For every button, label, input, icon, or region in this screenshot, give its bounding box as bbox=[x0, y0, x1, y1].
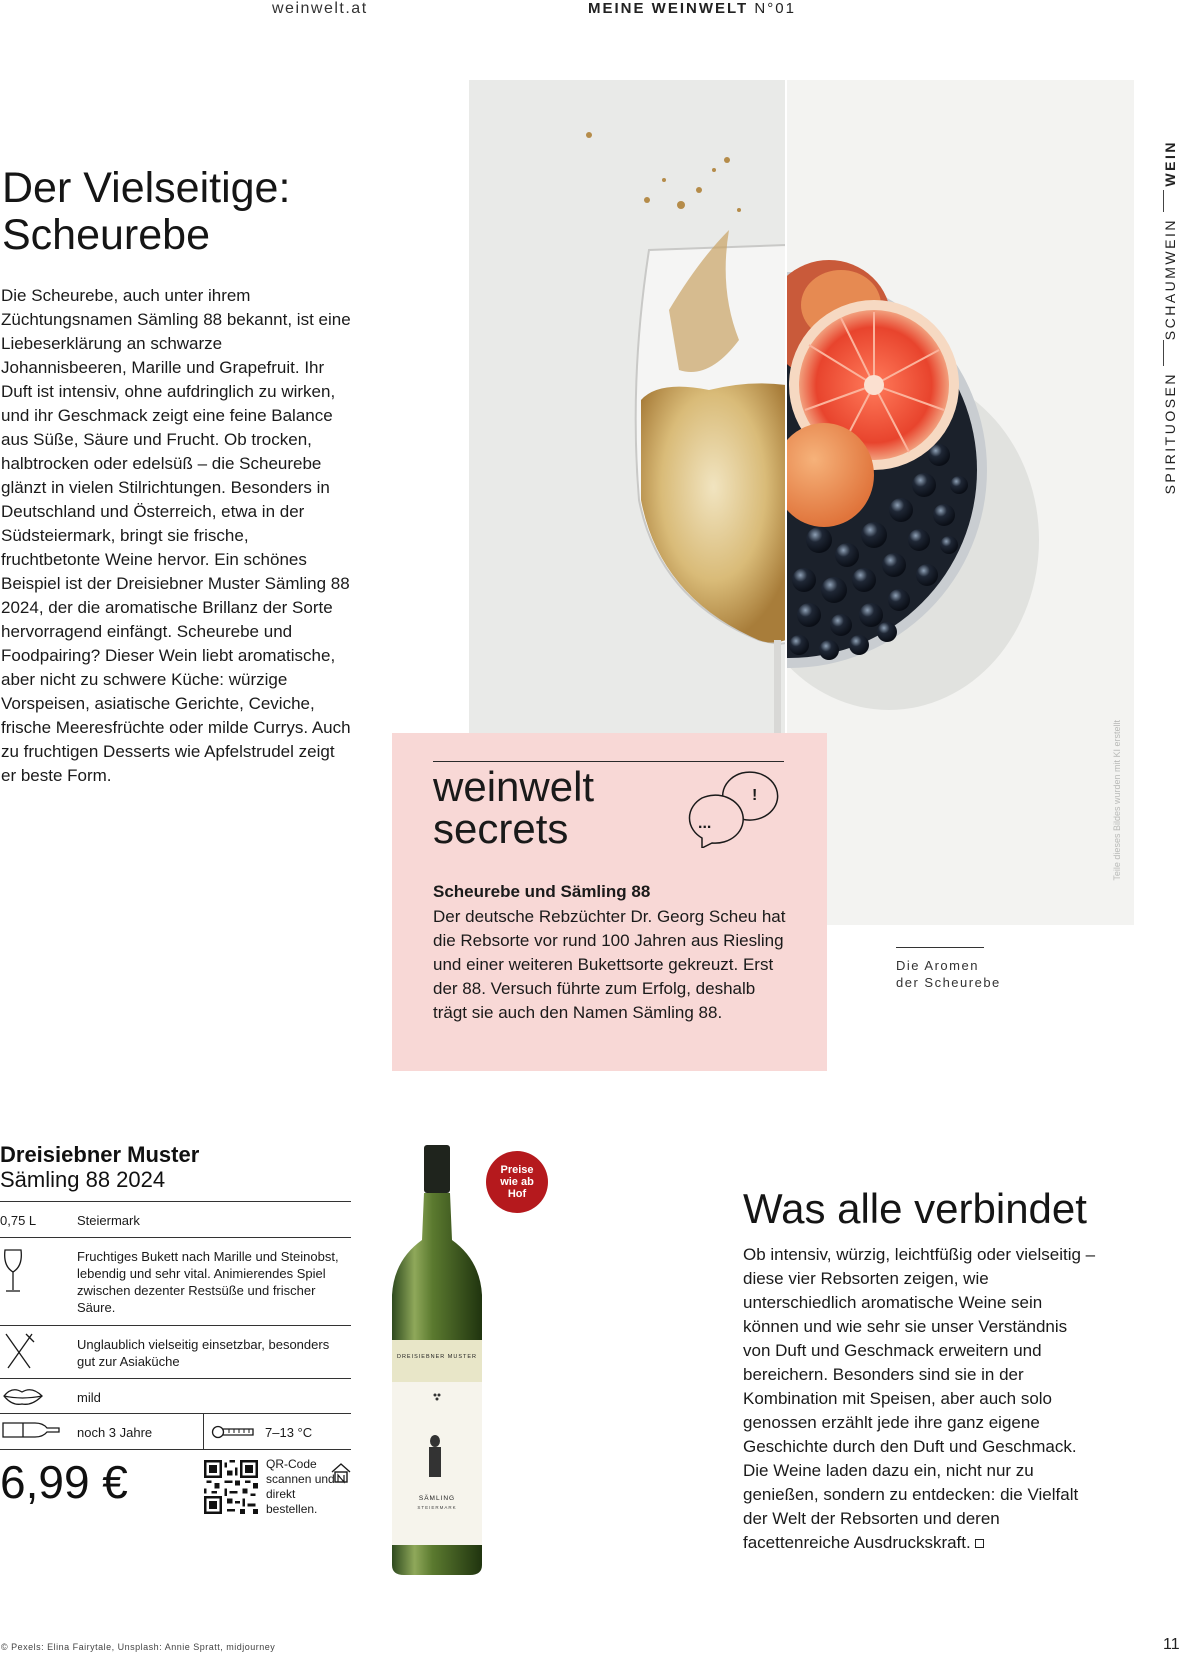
product-name: Dreisiebner Muster bbox=[0, 1142, 200, 1167]
page-number: 11 bbox=[1163, 1636, 1180, 1653]
caption-line1: Die Aromen bbox=[896, 958, 979, 973]
image-credits: © Pexels: Elina Fairytale, Unsplash: Annie Spratt, midjourney bbox=[1, 1642, 276, 1652]
lips-icon bbox=[2, 1384, 44, 1408]
shop-home-icon bbox=[330, 1462, 352, 1484]
section-nav bbox=[1160, 140, 1184, 500]
product-divider bbox=[0, 1237, 351, 1238]
product-aroma: Fruchtiges Bukett nach Marille und Steinobst, lebendig und sehr vital. Animierendes Spiel zwischen dezenter Restsüße und frischer Säure. bbox=[77, 1249, 339, 1315]
product-divider-vertical bbox=[203, 1413, 204, 1449]
secrets-title-line2: secrets bbox=[433, 805, 569, 852]
product-divider bbox=[0, 1449, 351, 1450]
bottle-label-variety: SÄMLING bbox=[418, 1495, 456, 1502]
article-title bbox=[2, 165, 290, 259]
bottle-lying-icon bbox=[1, 1421, 63, 1439]
caption-line2: der Scheurebe bbox=[896, 975, 1001, 990]
product-pairing: Unglaublich vielseitig einsetzbar, besonders gut zur Asiaküche bbox=[77, 1337, 330, 1369]
product-divider bbox=[0, 1325, 351, 1326]
section-body bbox=[743, 1243, 1098, 1555]
magazine-title bbox=[588, 0, 796, 17]
site-url: weinwelt.at bbox=[272, 0, 368, 17]
nav-separator bbox=[1163, 190, 1164, 212]
product-taste: mild bbox=[77, 1390, 101, 1405]
bubble-ellipsis: ... bbox=[698, 815, 712, 832]
secrets-title-line1: weinwelt bbox=[433, 763, 595, 810]
product-subtitle: Sämling 88 2024 bbox=[0, 1167, 166, 1192]
magazine-issue: N°01 bbox=[754, 0, 796, 17]
wine-glass-icon bbox=[2, 1248, 24, 1294]
end-mark-icon bbox=[975, 1539, 984, 1548]
qr-code-icon[interactable] bbox=[204, 1460, 258, 1514]
nav-separator bbox=[1163, 340, 1164, 366]
product-price: 6,99 € bbox=[0, 1456, 128, 1508]
price-badge-text: Preise wie ab Hof bbox=[500, 1164, 534, 1200]
bottle-label-region: STEIERMARK bbox=[417, 1505, 457, 1510]
product-storage: noch 3 Jahre bbox=[77, 1425, 153, 1440]
product-divider bbox=[0, 1201, 351, 1202]
secrets-body: Der deutsche Rebzüchter Dr. Georg Scheu hat die Rebsorte vor rund 100 Jahren aus Riesling und einer weiteren Bukettsorte gekreuzt. Erst der 88. Versuch führte zum Erfolg, deshalb trägt sie auch den Namen Sämling 88. bbox=[433, 907, 786, 1022]
product-divider bbox=[0, 1378, 351, 1379]
price-badge bbox=[486, 1151, 548, 1213]
secrets-title bbox=[433, 763, 595, 852]
article-title-line1: Der Vielseitige: bbox=[2, 164, 291, 212]
section-body-text: Ob intensiv, würzig, leichtfüßig oder vielseitig – diese vier Rebsorten zeigen, wie unterschiedlich aromatische Weine sein können und wie sehr sie unser Verständnis von Duft und Geschmack erweitern und bereichern. Besonders sind sie in der Kombination mit Speisen, aber auch solo genossen erzählt jede ihre ganz eigene Geschichte durch den Duft und Geschmack. Die Weine laden dazu ein, nicht nur zu genießen, sondern zu entdecken: die Vielfalt der Welt der Rebsorten und deren facettenreiche Ausdruckskraft. bbox=[743, 1245, 1096, 1552]
nav-item-schaumwein[interactable]: SCHAUMWEIN bbox=[1162, 218, 1178, 341]
thermometer-icon bbox=[211, 1425, 255, 1439]
section-title: Was alle verbindet bbox=[743, 1185, 1087, 1232]
photo-caption bbox=[896, 957, 1056, 991]
product-region: Steiermark bbox=[77, 1213, 140, 1228]
wine-bottle-image bbox=[390, 1145, 484, 1575]
article-title-line2: Scheurebe bbox=[2, 211, 210, 259]
product-temperature: 7–13 °C bbox=[265, 1425, 313, 1440]
magazine-name: MEINE WEINWELT bbox=[588, 0, 749, 17]
qr-code-text: QR-Code scannen und direkt bestellen. bbox=[266, 1457, 335, 1516]
caption-rule bbox=[896, 947, 984, 948]
photo-ai-credit: Teile dieses Bildes wurden mit KI erstellt bbox=[1112, 720, 1122, 881]
secrets-heading: Scheurebe und Sämling 88 bbox=[433, 882, 651, 901]
product-volume: 0,75 L bbox=[0, 1213, 37, 1228]
nav-item-spirituosen[interactable]: SPIRITUOSEN bbox=[1162, 372, 1178, 495]
bottle-label-brand: DREISIEBNER MUSTER bbox=[396, 1354, 478, 1360]
secrets-rule bbox=[433, 761, 784, 762]
product-divider bbox=[0, 1413, 351, 1414]
fork-knife-icon bbox=[2, 1332, 36, 1372]
bubble-exclamation: ! bbox=[752, 787, 758, 804]
speech-bubbles-icon bbox=[672, 768, 792, 848]
article-body: Die Scheurebe, auch unter ihrem Züchtungsnamen Sämling 88 bekannt, ist eine Liebeserklärung an schwarze Johannisbeeren, Marille und Grapefruit. Ihr Duft ist intensiv, ohne aufdringlich zu wirken, und ihr Geschmack zeigt eine feine Balance aus Süße, Säure und Frucht. Ob trocken, halbtrocken oder edelsüß – die Scheurebe glänzt in vielen Stilrichtungen. Besonders in Deutschland und Österreich, etwa in der Südsteiermark, bringt sie frische, fruchtbetonte Weine hervor. Ein schönes Beispiel ist der Dreisiebner Muster Sämling 88 2024, der die aromatische Brillanz der Sorte hervorragend einfängt. Scheurebe und Foodpairing? Dieser Wein liebt aromatische, aber nicht zu schwere Küche: würzige Vorspeisen, asiatische Gerichte, Ceviche, frische Meeresfrüchte oder milde Currys. Auch zu fruchtigen Desserts wie Apfelstrudel zeigt er beste Form. bbox=[1, 286, 351, 785]
nav-item-wein[interactable]: WEIN bbox=[1162, 140, 1178, 187]
